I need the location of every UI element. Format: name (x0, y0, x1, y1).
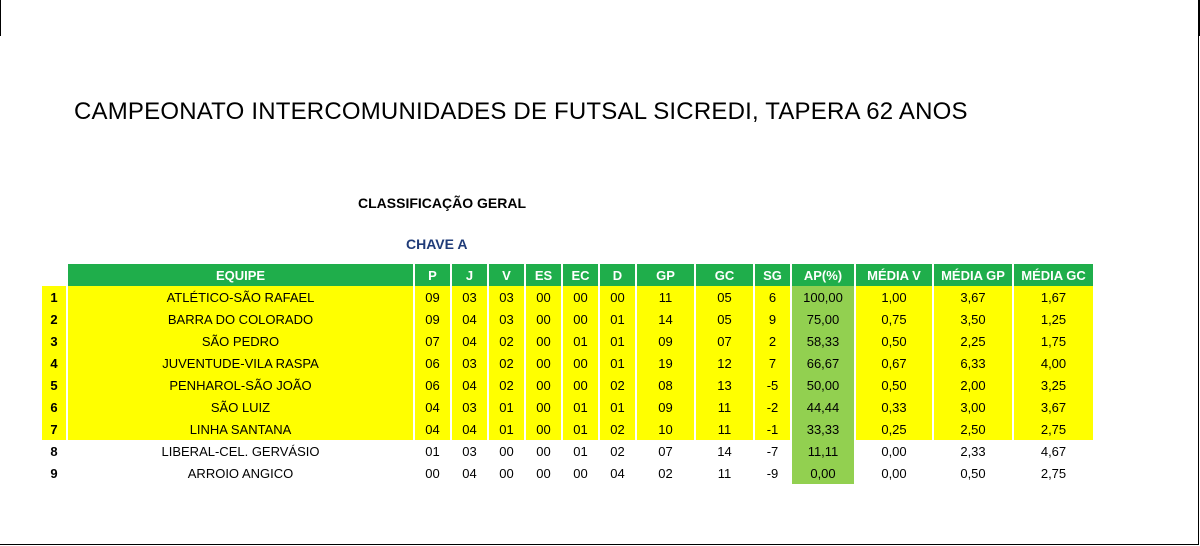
ec-cell: 01 (563, 330, 598, 352)
team-name-cell: SÃO PEDRO (68, 330, 413, 352)
team-name-cell: LIBERAL-CEL. GERVÁSIO (161, 443, 320, 459)
media-v-cell: 0,00 (881, 465, 907, 481)
v-cell: 01 (489, 418, 524, 440)
v-cell: 02 (489, 374, 524, 396)
media-gc-cell: 3,67 (1014, 396, 1093, 418)
d-cell: 00 (600, 286, 635, 308)
media-gc-cell: 1,25 (1014, 308, 1093, 330)
sg-cell: -2 (755, 396, 790, 418)
header-ec: EC (563, 264, 598, 286)
header-media-v: MÉDIA V (856, 264, 932, 286)
header-row (42, 264, 1093, 286)
gp-cell: 11 (637, 286, 694, 308)
d-cell: 01 (600, 330, 635, 352)
p-cell: 06 (415, 374, 450, 396)
d-cell: 01 (600, 352, 635, 374)
p-cell: 04 (415, 418, 450, 440)
team-name-cell: ATLÉTICO-SÃO RAFAEL (68, 286, 413, 308)
header-ap: AP(%) (792, 264, 854, 286)
ap-cell: 33,33 (792, 418, 854, 440)
sg-cell: -7 (766, 443, 779, 459)
media-gc-cell: 2,75 (1040, 465, 1067, 481)
j-cell: 03 (462, 443, 477, 459)
table-row (42, 396, 1093, 418)
gc-cell: 07 (696, 330, 753, 352)
v-cell: 00 (499, 465, 514, 481)
p-cell: 01 (425, 443, 440, 459)
media-v-cell: 0,50 (856, 374, 932, 396)
sg-cell: -5 (755, 374, 790, 396)
media-v-cell: 0,33 (856, 396, 932, 418)
d-cell: 02 (600, 418, 635, 440)
gc-cell: 05 (696, 286, 753, 308)
table-row (42, 286, 1093, 308)
header-v: V (489, 264, 524, 286)
media-v-cell: 0,25 (856, 418, 932, 440)
j-cell: 04 (452, 308, 487, 330)
es-cell: 00 (526, 286, 561, 308)
gp-cell: 02 (658, 465, 673, 481)
rank-cell: 1 (42, 286, 66, 308)
d-cell: 01 (600, 396, 635, 418)
header-es: ES (526, 264, 561, 286)
team-name-cell: PENHAROL-SÃO JOÃO (68, 374, 413, 396)
rank-cell: 9 (50, 465, 58, 481)
rank-cell: 7 (42, 418, 66, 440)
gp-cell: 10 (637, 418, 694, 440)
v-cell: 03 (489, 308, 524, 330)
header-gp: GP (637, 264, 694, 286)
es-cell: 00 (526, 374, 561, 396)
ap-cell: 75,00 (792, 308, 854, 330)
gc-cell: 11 (696, 396, 753, 418)
table-row (42, 308, 1093, 330)
rank-cell: 8 (50, 443, 58, 459)
media-gc-cell: 4,67 (1040, 443, 1067, 459)
media-v-cell: 0,75 (856, 308, 932, 330)
media-gp-cell: 2,50 (934, 418, 1012, 440)
table-row (42, 352, 1093, 374)
gp-cell: 08 (637, 374, 694, 396)
gp-cell: 19 (637, 352, 694, 374)
ec-cell: 00 (563, 352, 598, 374)
rank-cell: 6 (42, 396, 66, 418)
header-media-gp: MÉDIA GP (934, 264, 1012, 286)
frame-left-edge (0, 0, 1, 36)
sg-cell: 2 (755, 330, 790, 352)
media-v-cell: 0,67 (856, 352, 932, 374)
p-cell: 04 (415, 396, 450, 418)
ec-cell: 00 (563, 286, 598, 308)
ap-cell: 11,11 (792, 440, 854, 462)
group-label: CHAVE A (406, 236, 468, 252)
gp-cell: 09 (637, 330, 694, 352)
sg-cell: -9 (766, 465, 779, 481)
d-cell: 02 (610, 443, 625, 459)
v-cell: 03 (489, 286, 524, 308)
header-gc: GC (696, 264, 753, 286)
p-cell: 00 (425, 465, 440, 481)
standings-table (40, 264, 1095, 484)
ap-cell: 44,44 (792, 396, 854, 418)
ap-cell: 100,00 (792, 286, 854, 308)
j-cell: 04 (452, 330, 487, 352)
media-gp-cell: 3,00 (934, 396, 1012, 418)
media-gp-cell: 2,33 (960, 443, 986, 459)
table-row (42, 440, 1093, 462)
j-cell: 04 (452, 374, 487, 396)
ec-cell: 00 (563, 374, 598, 396)
rank-cell: 2 (42, 308, 66, 330)
ap-cell: 50,00 (792, 374, 854, 396)
header-rank (42, 264, 66, 286)
sg-cell: -1 (755, 418, 790, 440)
gp-cell: 14 (637, 308, 694, 330)
team-name-cell: BARRA DO COLORADO (68, 308, 413, 330)
header-j: J (452, 264, 487, 286)
rank-cell: 4 (42, 352, 66, 374)
sg-cell: 9 (755, 308, 790, 330)
p-cell: 06 (415, 352, 450, 374)
j-cell: 03 (452, 286, 487, 308)
media-gp-cell: 2,00 (934, 374, 1012, 396)
media-v-cell: 0,50 (856, 330, 932, 352)
rank-cell: 3 (42, 330, 66, 352)
es-cell: 00 (526, 418, 561, 440)
d-cell: 04 (610, 465, 625, 481)
sg-cell: 6 (755, 286, 790, 308)
media-v-cell: 0,00 (881, 443, 907, 459)
es-cell: 00 (526, 330, 561, 352)
sg-cell: 7 (755, 352, 790, 374)
team-name-cell: ARROIO ANGICO (187, 465, 294, 481)
gc-cell: 11 (696, 418, 753, 440)
media-gp-cell: 0,50 (960, 465, 986, 481)
media-gp-cell: 3,50 (934, 308, 1012, 330)
table-row (42, 374, 1093, 396)
j-cell: 03 (452, 396, 487, 418)
ap-cell: 58,33 (792, 330, 854, 352)
team-name-cell: JUVENTUDE-VILA RASPA (68, 352, 413, 374)
es-cell: 00 (526, 396, 561, 418)
es-cell: 00 (536, 465, 551, 481)
header-d: D (600, 264, 635, 286)
media-gp-cell: 6,33 (934, 352, 1012, 374)
p-cell: 07 (415, 330, 450, 352)
d-cell: 01 (600, 308, 635, 330)
media-gc-cell: 2,75 (1014, 418, 1093, 440)
v-cell: 00 (499, 443, 514, 459)
p-cell: 09 (415, 286, 450, 308)
ec-cell: 00 (563, 308, 598, 330)
header-media-gc: MÉDIA GC (1014, 264, 1093, 286)
ec-cell: 01 (563, 418, 598, 440)
d-cell: 02 (600, 374, 635, 396)
media-gc-cell: 4,00 (1014, 352, 1093, 374)
team-name-cell: LINHA SANTANA (68, 418, 413, 440)
gc-cell: 12 (696, 352, 753, 374)
v-cell: 01 (489, 396, 524, 418)
j-cell: 04 (462, 465, 477, 481)
media-gc-cell: 3,25 (1014, 374, 1093, 396)
header-sg: SG (755, 264, 790, 286)
ec-cell: 00 (573, 465, 588, 481)
media-gp-cell: 3,67 (934, 286, 1012, 308)
header-p: P (415, 264, 450, 286)
ap-cell: 66,67 (792, 352, 854, 374)
gc-cell: 13 (696, 374, 753, 396)
gp-cell: 09 (637, 396, 694, 418)
page-title: CAMPEONATO INTERCOMUNIDADES DE FUTSAL SICREDI, TAPERA 62 ANOS (74, 98, 968, 125)
team-name-cell: SÃO LUIZ (68, 396, 413, 418)
gc-cell: 05 (696, 308, 753, 330)
gp-cell: 07 (658, 443, 673, 459)
table-row (42, 462, 1093, 484)
gc-cell: 14 (717, 443, 732, 459)
ec-cell: 01 (573, 443, 588, 459)
table-row (42, 330, 1093, 352)
media-gc-cell: 1,75 (1014, 330, 1093, 352)
media-gp-cell: 2,25 (934, 330, 1012, 352)
gc-cell: 11 (717, 465, 732, 481)
v-cell: 02 (489, 352, 524, 374)
ec-cell: 01 (563, 396, 598, 418)
es-cell: 00 (526, 352, 561, 374)
header-equipe: EQUIPE (68, 264, 413, 286)
table-row (42, 418, 1093, 440)
es-cell: 00 (526, 308, 561, 330)
v-cell: 02 (489, 330, 524, 352)
media-gc-cell: 1,67 (1014, 286, 1093, 308)
es-cell: 00 (536, 443, 551, 459)
rank-cell: 5 (42, 374, 66, 396)
standings-subtitle: CLASSIFICAÇÃO GERAL (358, 195, 526, 211)
ap-cell: 0,00 (792, 462, 854, 484)
p-cell: 09 (415, 308, 450, 330)
j-cell: 03 (452, 352, 487, 374)
media-v-cell: 1,00 (856, 286, 932, 308)
j-cell: 04 (452, 418, 487, 440)
